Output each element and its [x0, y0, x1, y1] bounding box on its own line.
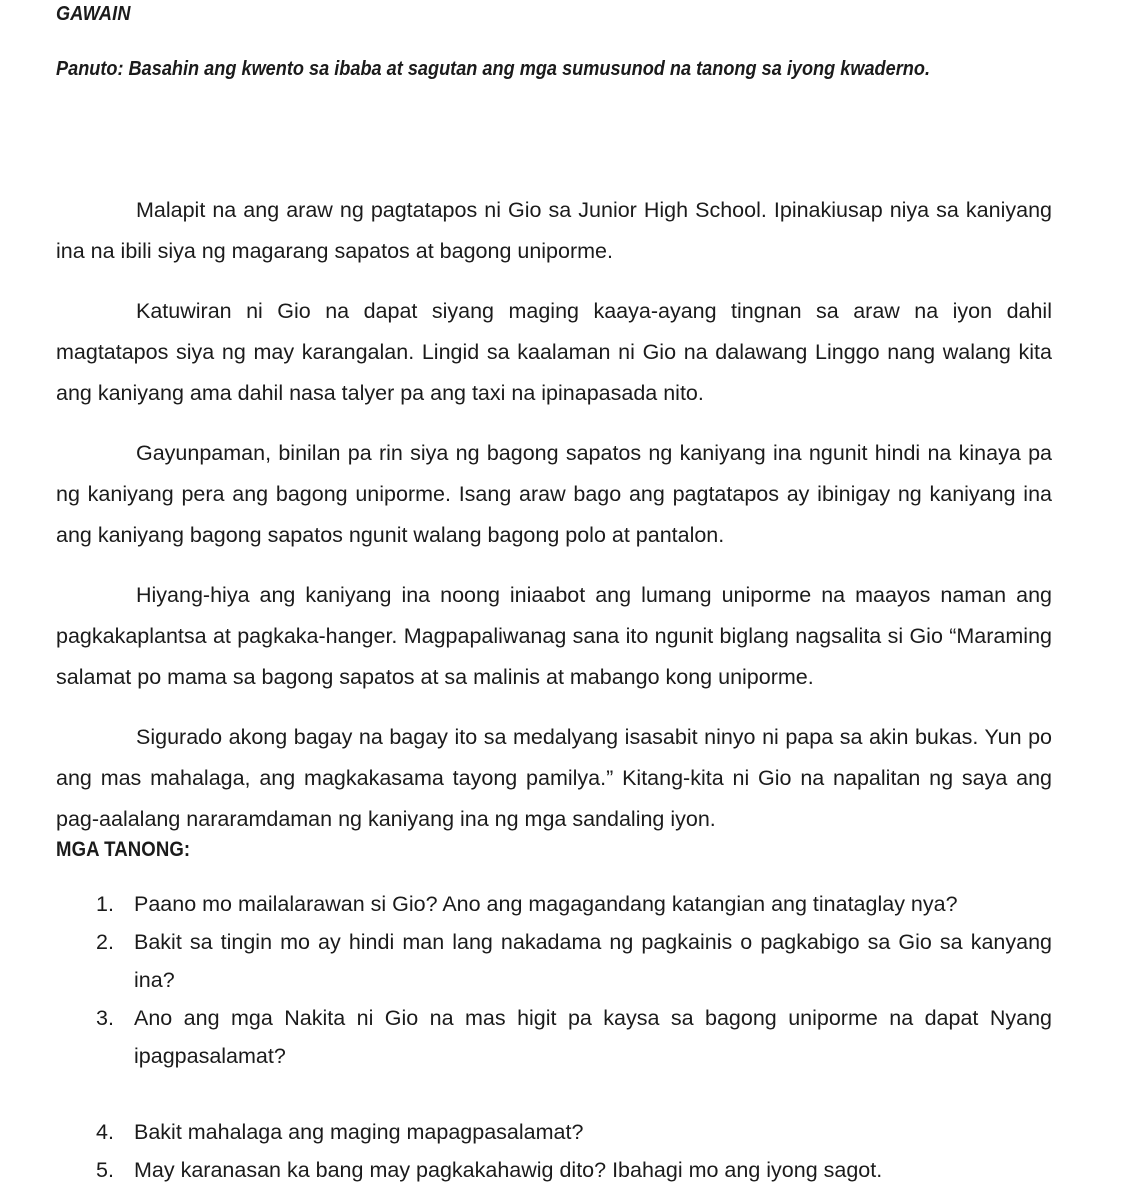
question-text: Bakit sa tingin mo ay hindi man lang nakadama ng pagkainis o pagkabigo sa Gio sa kanyang ina?	[134, 930, 1052, 992]
question-item	[56, 885, 1052, 923]
question-item	[56, 923, 1052, 999]
instruction-text: Panuto: Basahin ang kwento sa ibaba at sagutan ang mga sumusunod na tanong sa iyong kwaderno.	[56, 57, 931, 80]
section-title-text: GAWAIN	[56, 2, 131, 25]
questions-list	[56, 885, 1052, 1189]
question-text: Paano mo mailalarawan si Gio? Ano ang magagandang katangian ang tinataglay nya?	[134, 892, 958, 916]
questions-heading-text: MGA TANONG:	[56, 838, 191, 861]
story-paragraph: Sigurado akong bagay na bagay ito sa medalyang isasabit ninyo ni papa sa akin bukas. Yun po ang mas mahalaga, ang magkakasama tayong pamilya.” Kitang-kita ni Gio na napalitan ng saya ang pag-aalalang nararamdaman ng kaniyang ina ng mga sandaling iyon.	[56, 725, 1052, 831]
story-body	[56, 190, 1147, 840]
question-number: 4.	[96, 1120, 114, 1144]
question-number: 1.	[96, 892, 114, 916]
question-number: 2.	[96, 930, 114, 954]
story-paragraph: Gayunpaman, binilan pa rin siya ng bagong sapatos ng kaniyang ina ngunit hindi na kinaya pa ng kaniyang pera ang bagong uniporme. Isang araw bago ang pagtatapos ay ibinigay ng kaniyang ina ang kaniyang bagong sapatos ngunit walang bagong polo at pantalon.	[56, 441, 1052, 547]
story-paragraph: Katuwiran ni Gio na dapat siyang maging kaaya-ayang tingnan sa araw na iyon dahil magtatapos siya ng may karangalan. Lingid sa kaalaman ni Gio na dalawang Linggo nang walang kita ang kaniyang ama dahil nasa talyer pa ang taxi na ipinapasada nito.	[56, 299, 1052, 405]
question-number: 5.	[96, 1158, 114, 1182]
story-paragraph: Malapit na ang araw ng pagtatapos ni Gio sa Junior High School. Ipinakiusap niya sa kaniyang ina na ibili siya ng magarang sapatos at bagong uniporme.	[56, 198, 1052, 263]
question-number: 3.	[96, 1006, 114, 1030]
question-text: Bakit mahalaga ang maging mapagpasalamat?	[134, 1120, 584, 1144]
instruction-paragraph	[56, 52, 1052, 120]
question-item	[56, 999, 1052, 1113]
question-item	[56, 1113, 1052, 1151]
story-paragraph: Hiyang-hiya ang kaniyang ina noong iniaabot ang lumang uniporme na maayos naman ang pagkakaplantsa at pagkaka-hanger. Magpapaliwanag sana ito ngunit biglang nagsalita si Gio “Maraming salamat po mama sa bagong sapatos at sa malinis at mabango kong uniporme.	[56, 583, 1052, 689]
questions-heading	[56, 838, 208, 862]
questions-section	[56, 885, 1147, 1189]
section-title	[56, 2, 140, 26]
question-text: Ano ang mga Nakita ni Gio na mas higit pa kaysa sa bagong uniporme na dapat Nyang ipagpasalamat?	[134, 1006, 1052, 1068]
question-text: May karanasan ka bang may pagkakahawig dito? Ibahagi mo ang iyong sagot.	[134, 1158, 883, 1182]
